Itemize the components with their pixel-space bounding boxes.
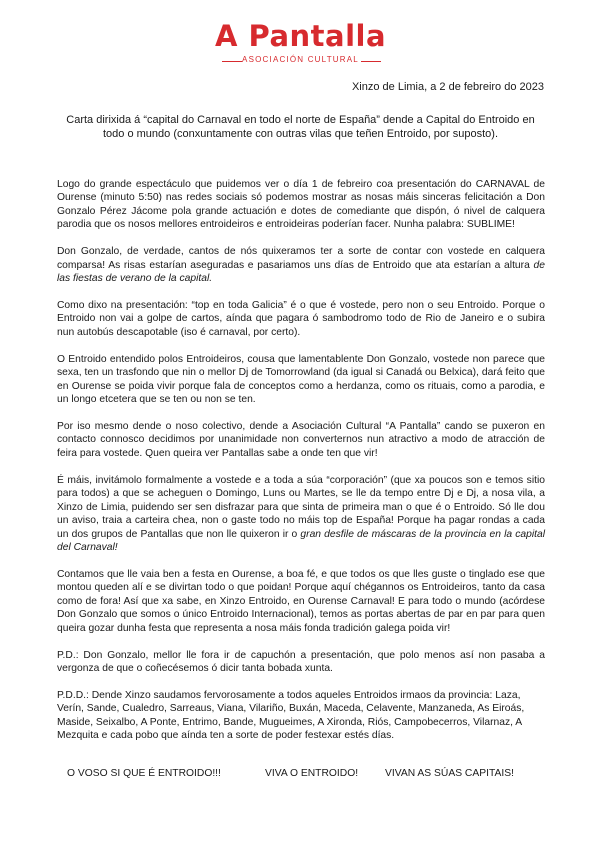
closing-slogan-2: VIVA O ENTROIDO! (265, 768, 359, 779)
closing-slogans (0, 767, 601, 781)
closing-slogan-1: O VOSO SI QUE É ENTROIDO!!! (67, 768, 221, 779)
logo-name: A Pantalla (214, 19, 387, 53)
paragraph-6-italic: gran desfile de máscaras de la provincia en la capital del Carnaval! (57, 528, 545, 553)
paragraph-2-text: Don Gonzalo, de verdade, cantos de nós quixeramos ter a sorte de contar con vostede en calquera comparsa! As risas estarían aseguradas e pasariamos uns días de Entroido que ata estarían a altura (57, 246, 545, 271)
logo-subtitle: ASOCIACIÓN CULTURAL (242, 55, 359, 64)
paragraph-6-text: É máis, invitámolo formalmente a vostede e a toda a súa “corporación” (que xa poucos son e temos sitio para todos) a que se acheguen o Domingo, Luns ou Martes, se lle da tempo entre Dj e Dj, a nosa vila, a Xinzo de Limia, puidendo ser sen disfrazar para que sinta de primeira man o que é o Entroido. Só lle dou un aviso, traia a carteira chea, non o gaste todo no máis top de España! Porque ha pagar rondas a cada un dos grupos de Pantallas que non lle quixeron ir o (57, 474, 545, 540)
paragraph-pdd: P.D.D.: Dende Xinzo saudamos fervorosamente a todos aqueles Entroidos irmaos da provincia: Laza, Verín, Sande, Cualedro, Sarreaus, Viana, Vilariño, Buxán, Maceda, Celavente, Manzaneda, As Eiroás, Maside, Seixalbo, A Ponte, Entrimo, Bande, Mugueimes, A Xironda, Riós, Campobecerros, Vilarnaz, A Mezquita e cada pobo que aínda ten a sorte de poder festexar estés días. (57, 689, 525, 742)
paragraph-7: Contamos que lle vaia ben a festa en Ourense, a boa fé, e que todos os que lles guste o tinglado ese que montou queden alí e se divirtan todo o que poidan! Porque aquí chégannos os Entroideiros, tanto da casa como de fora! Así que xa sabe, en Xinzo Entroido, en Ourense Carnaval! E para todo o mundo (acórdese Don Gonzalo que somos o único Entroido Internacional), temos as portas abertas de par en par para quen queira gozar dunha festa que representa a nosa máis fonda tradición galega poida vir! (57, 568, 545, 634)
paragraph-1: Logo do grande espectáculo que puidemos ver o día 1 de febreiro coa presentación do CARNAVAL de Ourense (minuto 5:50) nas redes sociais só podemos mostrar as nosas máis sinceras felicitación a Don Gonzalo Pérez Jácome pola grande actuación e dotes de comediante que dispón, ó nivel de calquera parodia que os nosos mellores entroideiros e entroideiras poderían facer. Nunha palabra: SUBLIME! (57, 179, 545, 231)
logo (0, 18, 601, 68)
paragraph-4: O Entroido entendido polos Entroideiros, cousa que lamentablente Don Gonzalo, vostede non parece que sexa, ten un trasfondo que nin o mellor Dj de Tomorrowland (da igual si Canadá ou Belxica), dará feito que en Ourense se poida vivir porque fala de conceptos como a herdanza, como os rituais, como a parodia, e un longo etcetera que se ten ou non se ten. (57, 353, 545, 406)
paragraph-5: Por iso mesmo dende o noso colectivo, dende a Asociación Cultural “A Pantalla” cando se puxeron en contacto connosco decidimos por unanimidade non converternos nun atractivo a modo de atracción de feira para vostede. Quen queira ver Pantallas sabe a onde ten que vir! (57, 421, 545, 459)
paragraph-pd: P.D.: Don Gonzalo, mellor lle fora ir de capuchón a presentación, que polo menos así non pasaba a vergonza de que o coñecésemos ó dicir tanta bobada xunta. (57, 649, 545, 674)
paragraph-6 (57, 474, 545, 554)
paragraph-3: Como dixo na presentación: “top en toda Galicia” é o que é vostede, pero non o seu Entroido. Porque o Entroido non vai a golpe de cartos, aínda que pagara ó sambodromo todo de Rio de Janeiro e o subira nun autobús descapotable (iso é carnaval, por certo). (57, 300, 545, 338)
letter-intro: Carta dirixida á “capital do Carnaval en todo el norte de España” dende a Capital do Entroido en todo o mundo (conxuntamente con outras vilas que teñen Entroido, por suposto). (66, 114, 535, 140)
letter-body (57, 178, 545, 756)
closing-slogan-3: VIVAN AS SÚAS CAPITAIS! (385, 768, 514, 779)
paragraph-2-italic: de las fiestas de verano de la capital. (57, 259, 545, 285)
paragraph-2 (57, 245, 545, 285)
letter-date: Xinzo de Limia, a 2 de febreiro do 2023 (351, 81, 544, 93)
